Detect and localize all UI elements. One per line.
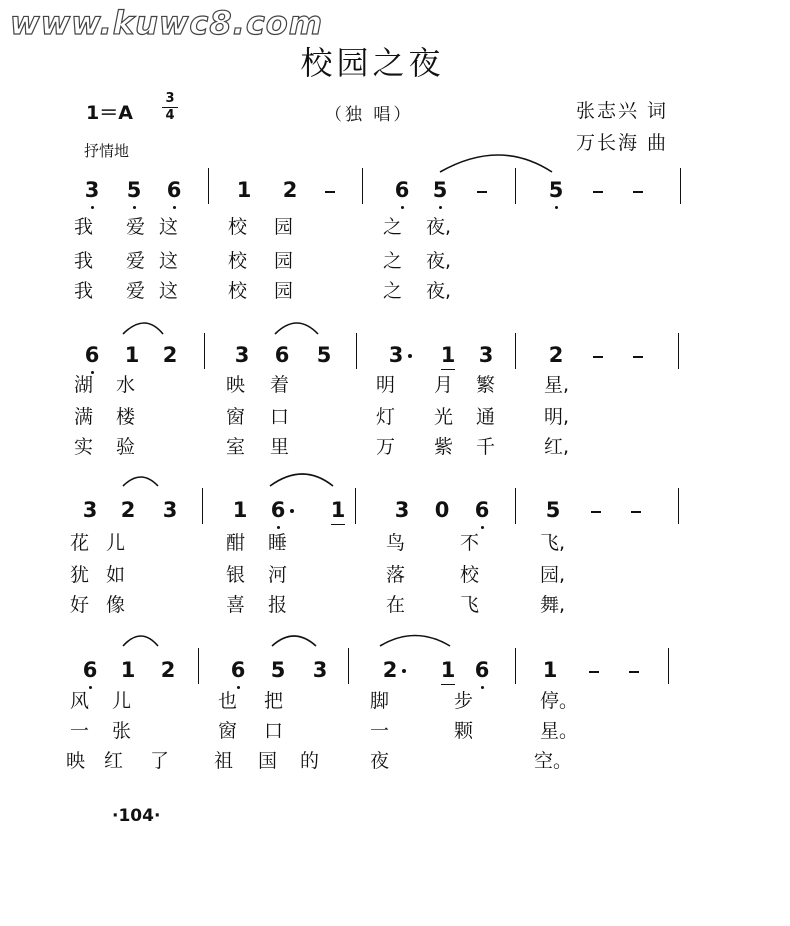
lyric-char: 一 [370,720,390,742]
note: 1 [236,178,252,202]
note: 3 [312,658,328,682]
lyric-char: 空。 [534,750,573,772]
key-signature: 1＝A [86,102,133,124]
lyric-char: 明, [544,406,570,428]
lyric-char: 通 [476,406,496,428]
lyric-char: 花 [70,532,90,554]
lyric-char: 红 [104,750,124,772]
lyric-char: 楼 [116,406,136,428]
lyric-char: 报 [268,594,288,616]
lyric-char: 风 [70,690,90,712]
lyric-char: 国 [258,750,278,772]
lyric-char: 校 [228,216,248,238]
lyric-char: 之 [383,250,403,272]
lyric-char: 之 [383,216,403,238]
slur [123,323,163,334]
note: 6 [274,343,290,367]
note: 6 [82,658,98,682]
lyric-char: 爱 [126,250,146,272]
note: 2 [548,343,564,367]
slur [272,636,316,646]
lyric-char: 星, [544,374,570,396]
note: 1 [124,343,140,367]
lyric-char: 紫 [434,436,454,458]
page-number: ·104· [112,806,161,826]
time-signature-denominator: 4 [165,108,175,123]
lyric-char: 校 [228,280,248,302]
note: 5 [316,343,332,367]
lyric-char: 夜 [370,750,390,772]
lyric-char: 星。 [540,720,579,742]
note: 3 [162,498,178,522]
lyric-char: 我 [74,216,94,238]
note: 3 [82,498,98,522]
lyric-char: 校 [228,250,248,272]
lyric-char: 千 [476,436,496,458]
lyric-char: 酣 [226,532,246,554]
note: 3 [388,343,404,367]
lyric-char: 银 [226,564,246,586]
lyric-char: 步 [454,690,474,712]
lyric-char: 水 [116,374,136,396]
lyric-char: 里 [270,436,290,458]
composer-credit: 万长海 曲 [576,132,669,154]
lyric-char: 验 [116,436,136,458]
note: 5 [432,178,448,202]
note: 1 [542,658,558,682]
lyric-char: 我 [74,280,94,302]
lyric-char: 之 [383,280,403,302]
note: 1 [440,343,456,367]
lyric-char: 把 [264,690,284,712]
lyric-char: 红, [544,436,570,458]
lyric-char: 儿 [112,690,132,712]
lyric-char: 室 [226,436,246,458]
lyric-char: 这 [159,250,179,272]
lyric-char: 睡 [268,532,288,554]
lyric-char: 也 [218,690,238,712]
lyric-char: 灯 [376,406,396,428]
slur [440,155,552,172]
lyric-char: 满 [74,406,94,428]
lyric-char: 着 [270,374,290,396]
note: 6 [394,178,410,202]
lyric-char: 这 [159,216,179,238]
watermark: www.kuwc8.com [10,4,324,42]
note: 5 [545,498,561,522]
lyric-char: 我 [74,250,94,272]
lyric-char: 颗 [454,720,474,742]
note: 1 [440,658,456,682]
note: 6 [84,343,100,367]
performance-style: （独 唱） [325,105,414,125]
lyric-char: 不 [460,532,480,554]
lyric-char: 校 [460,564,480,586]
lyric-char: 在 [386,594,406,616]
lyric-char: 祖 [214,750,234,772]
lyric-char: 儿 [106,532,126,554]
lyric-char: 万 [376,436,396,458]
note: 3 [478,343,494,367]
lyric-char: 爱 [126,216,146,238]
slur [123,477,158,486]
lyric-char: 鸟 [386,532,406,554]
lyric-char: 光 [434,406,454,428]
note: 5 [270,658,286,682]
lyric-char: 实 [74,436,94,458]
lyric-char: 的 [300,750,320,772]
note: 6 [474,498,490,522]
lyric-char: 园 [274,280,294,302]
note: 1 [330,498,346,522]
lyric-char: 喜 [226,594,246,616]
lyric-char: 映 [66,750,86,772]
lyric-char: 犹 [70,564,90,586]
lyric-char: 明 [376,374,396,396]
note: 3 [84,178,100,202]
lyric-char: 河 [268,564,288,586]
lyric-char: 飞, [540,532,566,554]
note: 6 [474,658,490,682]
tempo-marking: 抒情地 [84,142,130,160]
lyric-char: 好 [70,594,90,616]
lyric-char: 口 [264,720,284,742]
lyric-char: 爱 [126,280,146,302]
note: 2 [162,343,178,367]
lyric-char: 夜, [426,280,452,302]
lyric-char: 窗 [226,406,246,428]
lyric-char: 湖 [74,374,94,396]
lyric-char: 舞, [540,594,566,616]
lyric-char: 窗 [218,720,238,742]
slur [270,474,333,486]
lyric-char: 夜, [426,216,452,238]
lyric-char: 月 [434,374,454,396]
note: 2 [160,658,176,682]
song-title: 校园之夜 [300,44,445,82]
lyric-char: 如 [106,564,126,586]
lyric-char: 像 [106,594,126,616]
note: 1 [120,658,136,682]
note: 2 [382,658,398,682]
lyric-char: 停。 [540,690,579,712]
note: 1 [232,498,248,522]
lyric-char: 这 [159,280,179,302]
time-signature-numerator: 3 [165,91,175,106]
note: 6 [166,178,182,202]
slur [275,323,318,334]
note: 3 [394,498,410,522]
note: 0 [434,498,450,522]
lyric-char: 了 [150,750,170,772]
lyric-char: 脚 [370,690,390,712]
note: 3 [234,343,250,367]
note: 5 [548,178,564,202]
lyric-char: 园, [540,564,566,586]
lyric-char: 口 [270,406,290,428]
lyric-char: 园 [274,216,294,238]
note: 5 [126,178,142,202]
lyric-char: 一 [70,720,90,742]
lyric-char: 夜, [426,250,452,272]
lyricist-credit: 张志兴 词 [576,100,669,122]
note: 2 [282,178,298,202]
slur [123,636,158,646]
slur [380,636,450,647]
note: 2 [120,498,136,522]
lyric-char: 飞 [460,594,480,616]
lyric-char: 园 [274,250,294,272]
note: 6 [270,498,286,522]
lyric-char: 张 [112,720,132,742]
lyric-char: 落 [386,564,406,586]
lyric-char: 繁 [476,374,496,396]
lyric-char: 映 [226,374,246,396]
note: 6 [230,658,246,682]
